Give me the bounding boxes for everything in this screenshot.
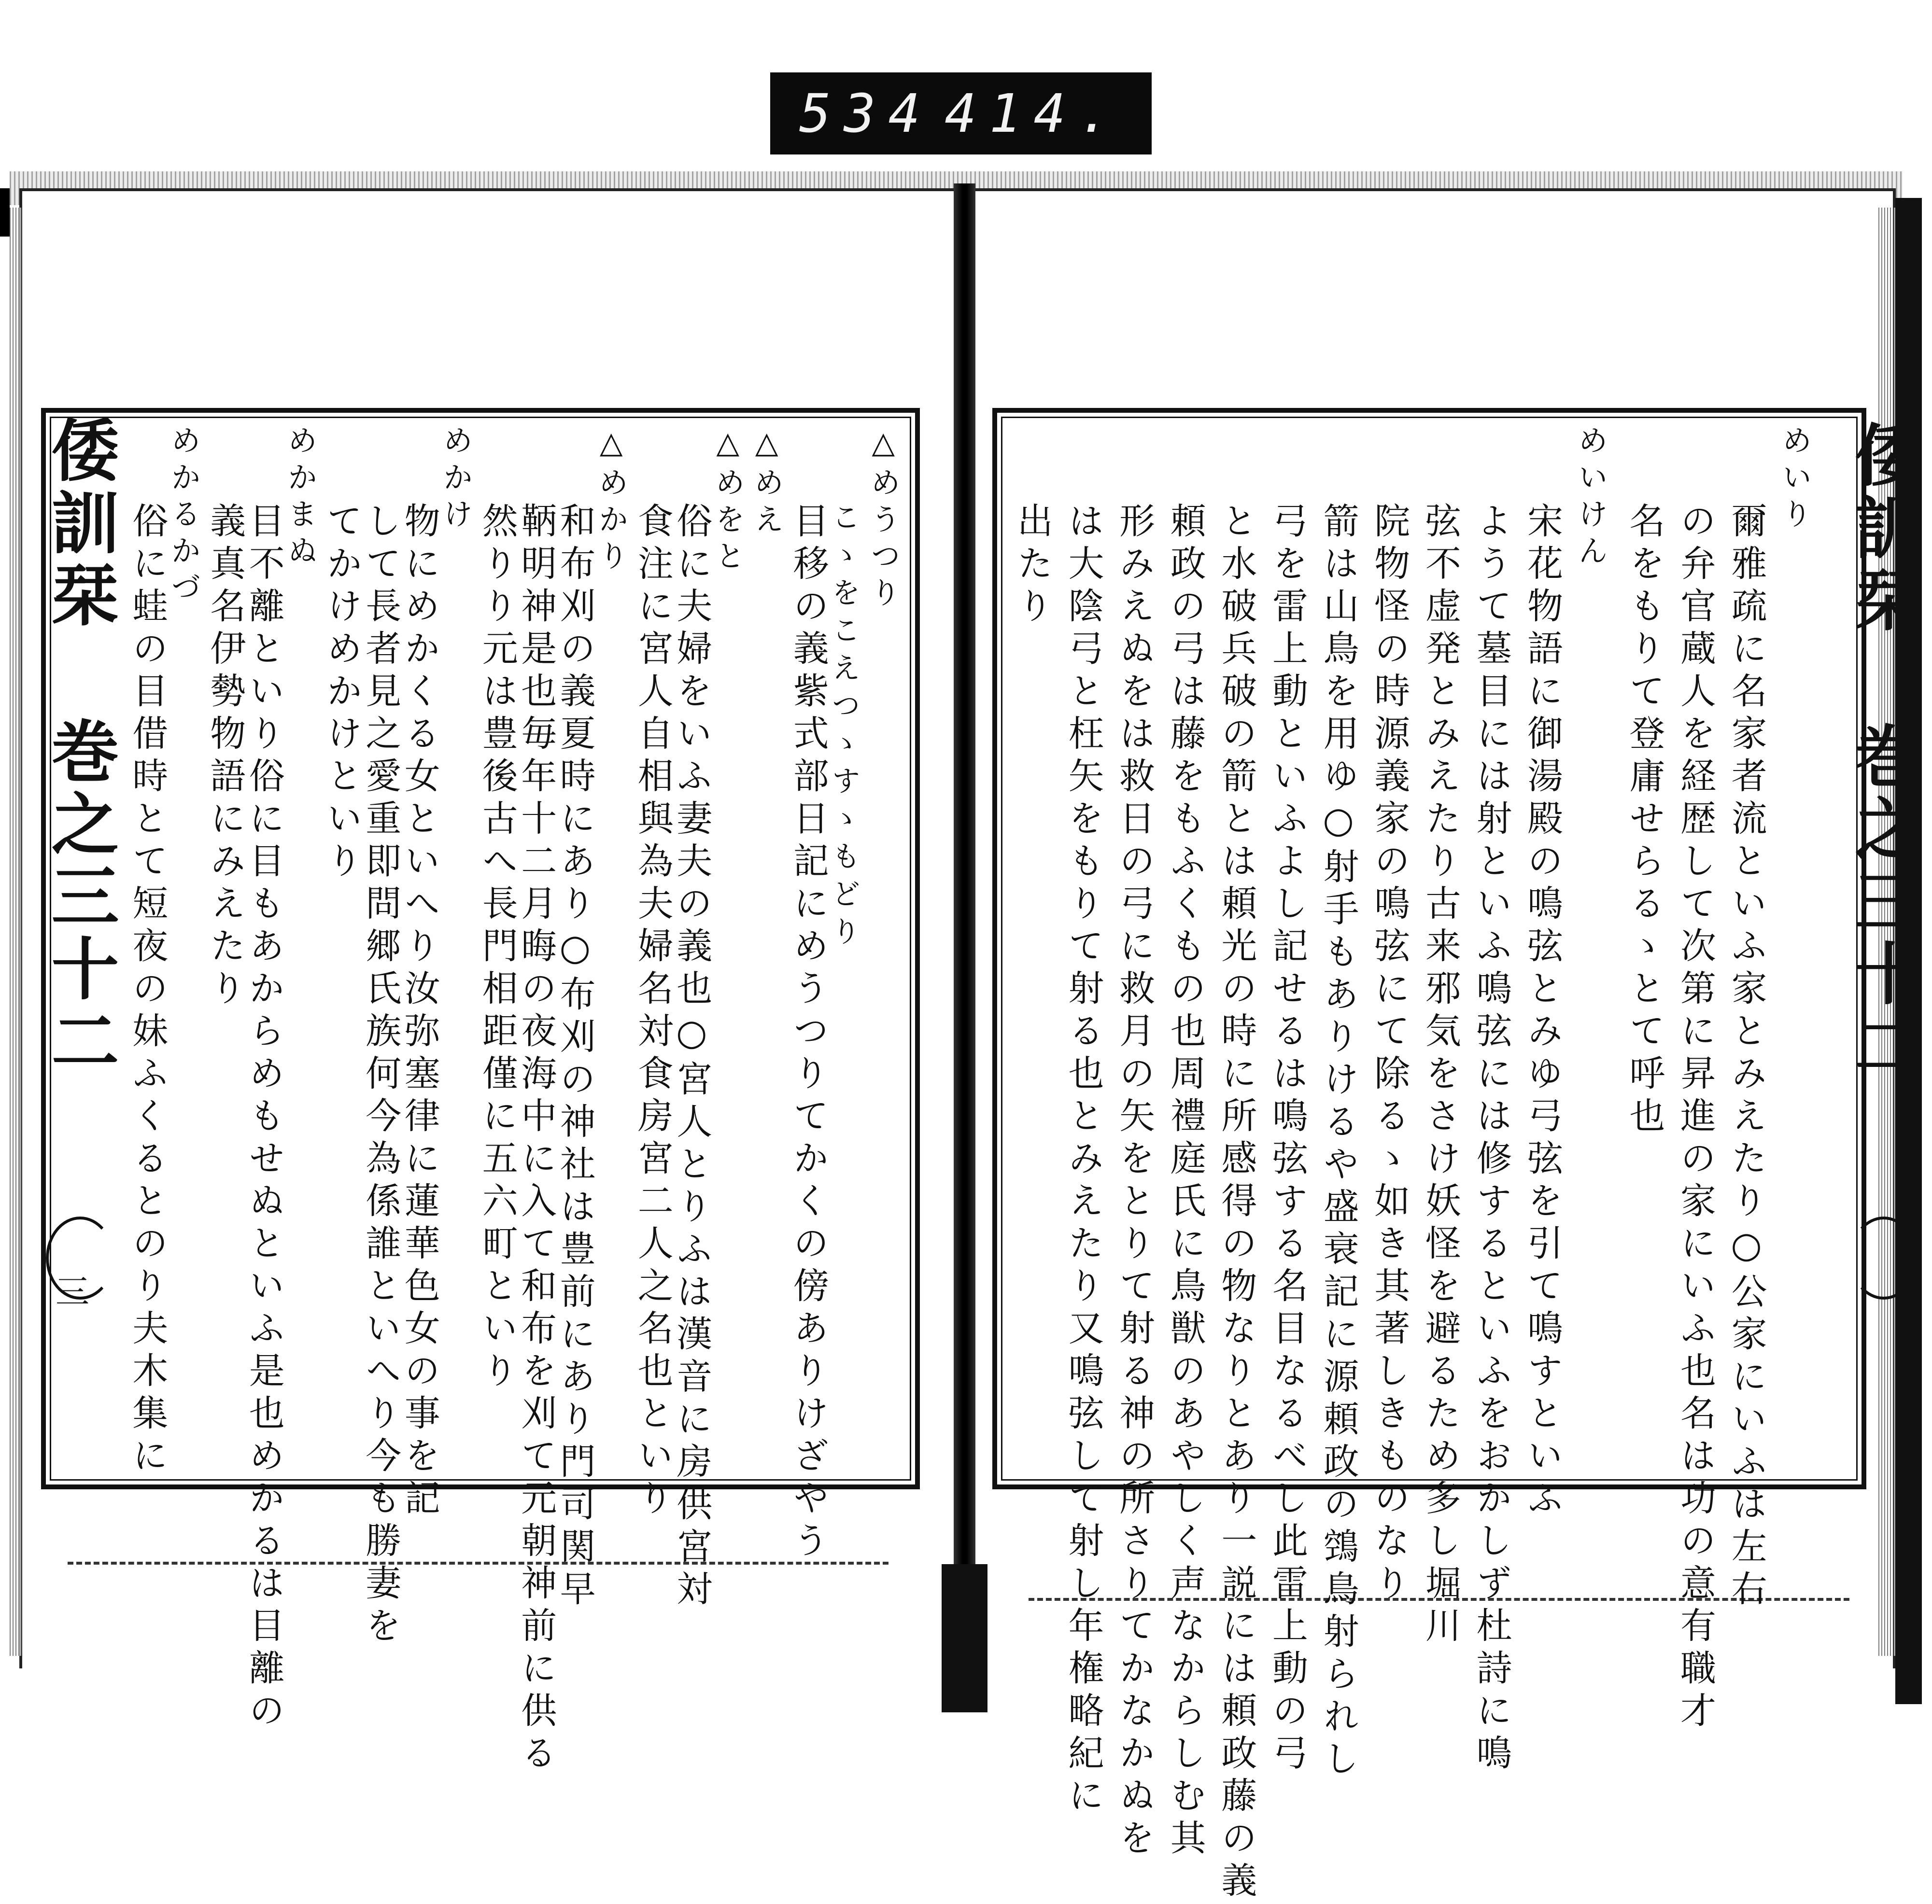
text-column: 頼政の弓は藤をもふくもの也周禮庭氏に鳥獣のあやしく声なからしむ其 (1164, 502, 1206, 1862)
entry-heading: めいけん (1573, 425, 1608, 572)
text-column: ようて墓目には射といふ鳴弦には修するといふをおかしず杜詩に鳴 (1470, 502, 1512, 1777)
text-column: 和布刈の義夏時にあり○布刈の神社は豊前にあり門司関早 (554, 502, 596, 1612)
text-column: 俗に蛙の目借時とて短夜の妹ふくるとのり夫木集に (127, 502, 169, 1479)
entry-heading: めかるかづ (166, 425, 201, 608)
left-page-title: 倭訓栞 巻之三十二 (40, 415, 119, 1078)
text-column: 弦不虚発とみえたり古来邪気をさけ妖怪を避るため多し堀川 (1419, 502, 1461, 1649)
text-column: 院物怪の時源義家の鳴弦にて除るゝ如き其著しきものなり (1368, 502, 1410, 1607)
text-column: 形みえぬをは救日の弓に救月の矢をとりて射る神の所さりてかなかぬを (1114, 502, 1156, 1862)
text-column: 弓を雷上動といふよし記せるは鳴弦する名目なるべし此雷上動の弓 (1266, 502, 1308, 1777)
book-gutter (954, 183, 975, 1709)
text-column: 俗に夫婦をいふ妻夫の義也○宮人とりふは漢音に房供宮対 (671, 502, 713, 1612)
text-column: 目不離といり俗に目もあからめもせぬといふ是也めかるは目離の (243, 502, 285, 1734)
text-column: 義真名伊勢物語にみえたり (204, 502, 246, 1012)
text-column: 出たり (1011, 502, 1053, 630)
entry-heading: めかまぬ (282, 425, 318, 572)
frame-number-left: 534 (799, 83, 933, 144)
text-column: 食注に宮人自相與為夫婦名対食房宮二人之名也といり (632, 502, 674, 1522)
text-column: 箭は山鳥を用ゆ○射手もありけるや盛衰記に源頼政の鵼鳥射られし (1317, 502, 1359, 1782)
text-column: は大陰弓と枉矢をもりて射る也とみえたり又鳴弦して射し年権略紀に (1062, 502, 1104, 1819)
frame-number-label (770, 72, 1152, 154)
text-column: 名をもりて登庸せらるゝとて呼也 (1623, 502, 1665, 1139)
text-column: こゝをこえつゝすゝもどり (827, 502, 861, 954)
right-page-title: 倭訓栞 巻之三十二 (1844, 420, 1923, 1083)
text-column: 目移の義紫式部日記にめうつりてかくの傍ありけざやう (787, 502, 829, 1564)
text-column: 然りり元は豊後古へ長門相距僅に五六町といり (476, 502, 518, 1394)
gutter-tab (942, 1564, 987, 1712)
leaf-number: 三 (56, 1272, 89, 1312)
left-bottom-dashes (68, 1562, 888, 1565)
entry-heading: △めをと (710, 425, 746, 577)
text-column: てかけめかけといり (321, 502, 363, 884)
entry-heading: めかけ (438, 425, 474, 535)
left-page-edges (10, 208, 24, 1656)
entry-heading: △めえ (749, 425, 785, 540)
text-column: と水破兵破の箭とは頼光の時に所感得の物なりとあり一説には頼政藤の義 (1215, 502, 1257, 1904)
text-column: 爾雅疏に名家者流といふ家とみえたり○公家にいふは左右 (1725, 502, 1767, 1612)
text-column: の弁官蔵人を経歴して次第に昇進の家にいふ也名は功の意有職才 (1674, 502, 1716, 1734)
text-column: 物にめかくる女といへり汝弥塞律に蓮華色女の事を記 (398, 502, 440, 1522)
text-column: 鞆明神是也毎年十二月晦の夜海中に入て和布を刈て元朝神前に供る (515, 502, 557, 1777)
frame-number-right: 414. (945, 83, 1123, 144)
right-fold-mark (1849, 1217, 1918, 1300)
entry-heading: めいり (1777, 425, 1813, 535)
entry-heading: △めうつり (865, 425, 901, 614)
entry-heading: △めかり (593, 425, 629, 577)
left-binding-bar (0, 188, 10, 237)
text-column: して長者見之愛重即問郷氏族何今為係誰といへり今も勝妻を (360, 502, 402, 1649)
text-column: 宋花物語に御湯殿の鳴弦とみゆ弓弦を引て鳴すといふ (1522, 502, 1564, 1522)
